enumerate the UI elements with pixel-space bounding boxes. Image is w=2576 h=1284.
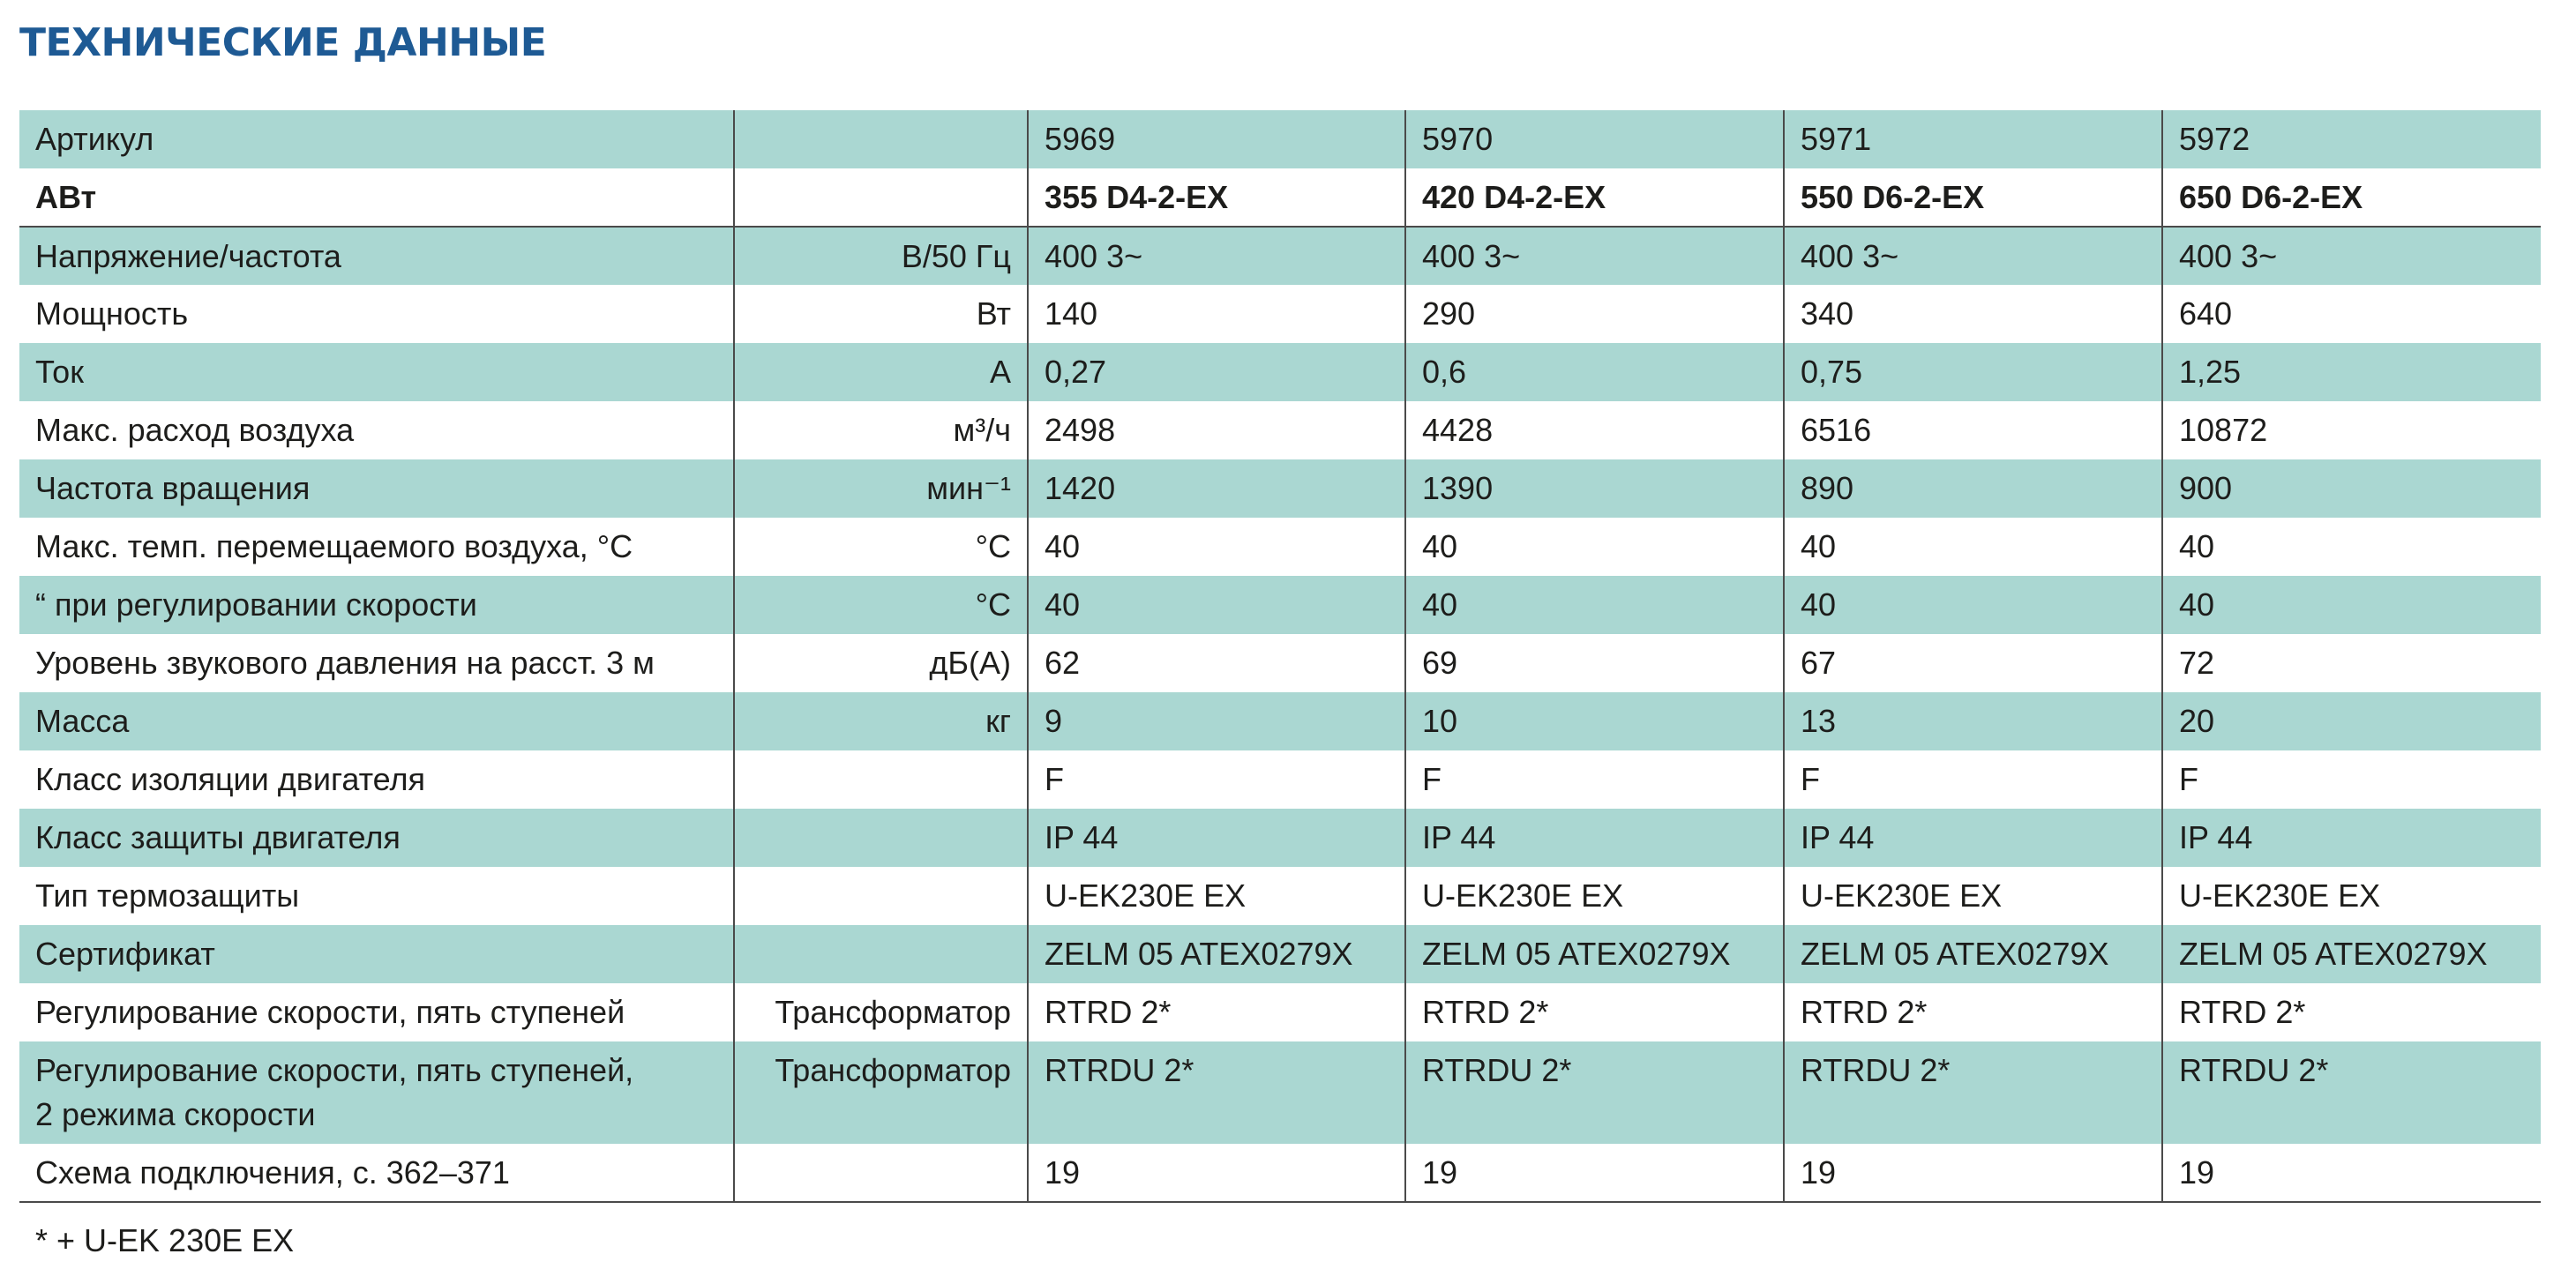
value-cell: U-EK230E EX — [1405, 867, 1784, 925]
value-cell: 19 — [2162, 1144, 2541, 1202]
table-row-model — [19, 168, 2541, 227]
value-cell: 4428 — [1405, 401, 1784, 459]
param-label-line: Регулирование скорости, пять ступеней, — [35, 1052, 634, 1088]
param-label: Макс. темп. перемещаемого воздуха, °С — [35, 528, 633, 564]
value-cell: 9 — [1028, 692, 1405, 750]
value-cell: 900 — [2162, 459, 2541, 518]
value-cell: 355 D4-2-EX — [1028, 168, 1405, 227]
value-cell: RTRD 2* — [2162, 983, 2541, 1041]
table-row-speed-control-two-mode — [19, 1041, 2541, 1144]
param-label: Артикул — [19, 110, 734, 168]
param-label: “ при регулировании скорости — [19, 576, 734, 634]
table-row-thermal-protection — [19, 867, 2541, 925]
value-cell: IP 44 — [1405, 809, 1784, 867]
table-row-insulation — [19, 750, 2541, 809]
value-cell: 5971 — [1784, 110, 2162, 168]
value-cell: RTRDU 2* — [1028, 1041, 1405, 1144]
value-cell: U-EK230E EX — [1784, 867, 2162, 925]
value-cell: ZELM 05 ATEX0279X — [1405, 925, 1784, 983]
value-cell: 420 D4-2-EX — [1405, 168, 1784, 227]
value-cell: 40 — [1784, 576, 2162, 634]
value-cell: 6516 — [1784, 401, 2162, 459]
unit-label: Вт — [734, 285, 1028, 343]
param-label: Частота вращения — [19, 459, 734, 518]
table-row-speed-control — [19, 983, 2541, 1041]
param-label: Схема подключения, с. 362–371 — [19, 1144, 734, 1202]
value-cell: RTRDU 2* — [1405, 1041, 1784, 1144]
table-row-airflow — [19, 401, 2541, 459]
value-cell: 67 — [1784, 634, 2162, 692]
param-label: Ток — [19, 343, 734, 401]
value-cell: 10872 — [2162, 401, 2541, 459]
table-row-rpm — [19, 459, 2541, 518]
param-label: Масса — [19, 692, 734, 750]
value-cell: 62 — [1028, 634, 1405, 692]
param-label — [19, 1041, 734, 1144]
value-cell: 40 — [2162, 576, 2541, 634]
table-row-temp-regulated — [19, 576, 2541, 634]
value-cell: RTRDU 2* — [2162, 1041, 2541, 1144]
value-cell: RTRD 2* — [1784, 983, 2162, 1041]
value-cell: 1,25 — [2162, 343, 2541, 401]
value-cell: 40 — [1405, 518, 1784, 576]
table-row-max-temp — [19, 518, 2541, 576]
value-cell: F — [1405, 750, 1784, 809]
value-cell: 5969 — [1028, 110, 1405, 168]
value-cell: RTRD 2* — [1028, 983, 1405, 1041]
unit-label: °С — [734, 518, 1028, 576]
value-cell: 550 D6-2-EX — [1784, 168, 2162, 227]
unit-label: м³/ч — [734, 401, 1028, 459]
table-row-article — [19, 110, 2541, 168]
value-cell: IP 44 — [1028, 809, 1405, 867]
param-label: АВт — [19, 168, 734, 227]
value-cell: 0,75 — [1784, 343, 2162, 401]
unit-label — [734, 1144, 1028, 1202]
unit-label: Трансформатор — [734, 1041, 1028, 1144]
value-cell: 19 — [1405, 1144, 1784, 1202]
value-cell: 400 3~ — [1784, 227, 2162, 285]
param-label: Класс изоляции двигателя — [35, 761, 426, 797]
value-cell: ZELM 05 ATEX0279X — [1784, 925, 2162, 983]
table-row-certificate — [19, 925, 2541, 983]
value-cell: 20 — [2162, 692, 2541, 750]
value-cell: RTRDU 2* — [1784, 1041, 2162, 1144]
value-cell: 400 3~ — [1405, 227, 1784, 285]
value-cell: 40 — [2162, 518, 2541, 576]
value-cell: 1420 — [1028, 459, 1405, 518]
value-cell: 40 — [1784, 518, 2162, 576]
spec-table — [19, 110, 2541, 1203]
table-row-wiring — [19, 1144, 2541, 1202]
value-cell: 290 — [1405, 285, 1784, 343]
value-cell: 650 D6-2-EX — [2162, 168, 2541, 227]
value-cell: 40 — [1405, 576, 1784, 634]
param-label: Тип термозащиты — [35, 877, 300, 914]
value-cell: 0,6 — [1405, 343, 1784, 401]
value-cell: 5970 — [1405, 110, 1784, 168]
value-cell: U-EK230E EX — [1028, 867, 1405, 925]
param-label: Сертификат — [19, 925, 734, 983]
param-label: Напряжение/частота — [19, 227, 734, 285]
value-cell: 400 3~ — [2162, 227, 2541, 285]
value-cell: 0,27 — [1028, 343, 1405, 401]
value-cell: 140 — [1028, 285, 1405, 343]
unit-label — [734, 168, 1028, 227]
unit-label — [734, 750, 1028, 809]
value-cell: 10 — [1405, 692, 1784, 750]
value-cell: 5972 — [2162, 110, 2541, 168]
value-cell: 19 — [1028, 1144, 1405, 1202]
value-cell: F — [1028, 750, 1405, 809]
unit-label — [734, 925, 1028, 983]
value-cell: 2498 — [1028, 401, 1405, 459]
unit-label — [734, 809, 1028, 867]
param-label: Регулирование скорости, пять ступеней — [35, 994, 625, 1030]
value-cell: IP 44 — [1784, 809, 2162, 867]
value-cell: 640 — [2162, 285, 2541, 343]
value-cell: 72 — [2162, 634, 2541, 692]
unit-label: мин⁻¹ — [734, 459, 1028, 518]
value-cell: 69 — [1405, 634, 1784, 692]
page-title: ТЕХНИЧЕСКИЕ ДАННЫЕ — [19, 20, 547, 65]
table-row-current — [19, 343, 2541, 401]
value-cell: ZELM 05 ATEX0279X — [1028, 925, 1405, 983]
unit-label — [734, 867, 1028, 925]
value-cell: 13 — [1784, 692, 2162, 750]
unit-label: А — [734, 343, 1028, 401]
param-label: Уровень звукового давления на расст. 3 м — [35, 645, 655, 681]
param-label-line: 2 режима скорости — [35, 1096, 316, 1132]
table-row-mass — [19, 692, 2541, 750]
unit-label: Трансформатор — [734, 983, 1028, 1041]
value-cell: 340 — [1784, 285, 2162, 343]
table-row-sound — [19, 634, 2541, 692]
value-cell: 40 — [1028, 576, 1405, 634]
value-cell: RTRD 2* — [1405, 983, 1784, 1041]
param-label: Класс защиты двигателя — [19, 809, 734, 867]
value-cell: U-EK230E EX — [2162, 867, 2541, 925]
footnote: * + U-EK 230E EX — [35, 1222, 295, 1258]
unit-label: °С — [734, 576, 1028, 634]
param-label: Мощность — [35, 295, 189, 332]
unit-label: кг — [734, 692, 1028, 750]
value-cell: IP 44 — [2162, 809, 2541, 867]
value-cell: F — [2162, 750, 2541, 809]
value-cell: F — [1784, 750, 2162, 809]
unit-label: В/50 Гц — [734, 227, 1028, 285]
value-cell: 1390 — [1405, 459, 1784, 518]
param-label: Макс. расход воздуха — [35, 412, 355, 448]
value-cell: 40 — [1028, 518, 1405, 576]
value-cell: 890 — [1784, 459, 2162, 518]
unit-label — [734, 110, 1028, 168]
unit-label: дБ(А) — [734, 634, 1028, 692]
table-row-protection — [19, 809, 2541, 867]
value-cell: 19 — [1784, 1144, 2162, 1202]
table-row-power — [19, 285, 2541, 343]
value-cell: 400 3~ — [1028, 227, 1405, 285]
value-cell: ZELM 05 ATEX0279X — [2162, 925, 2541, 983]
table-row-voltage — [19, 227, 2541, 285]
